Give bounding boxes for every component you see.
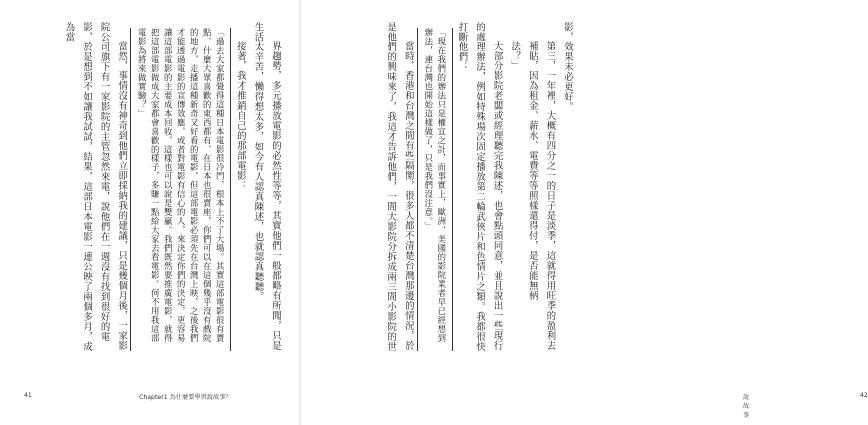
running-head: 說故事 xyxy=(743,394,750,419)
block-quote: 「現在我們的辦法只是權宜之計，而事實上，歐洲、美國的影院業者早已經想到辦法，連台灣也開始這樣做了，只是我們沒注意。」 xyxy=(417,28,453,351)
paragraph: 當然，事情沒有神奇到他們立即採納我的建議，只是幾個月後，一家影院公司旗下有一家影院的主管忽然來電，說他們在一週沒有找到很好的電影，於是想到不如讓我試試，結果，這部日本電影一連公映了兩個多月，成為當 xyxy=(63,22,128,352)
right-page xyxy=(300,0,868,425)
left-page xyxy=(0,0,300,425)
paragraph: 接著，我才推銷自己的那部電影： xyxy=(234,40,246,191)
paragraph: 第三，一年裡，大概有四分之一的日子是淡季，這就得用旺季的盈利去補貼，因為租金、薪水、電費等等照樣還得付，是否能無柄 xyxy=(526,40,556,351)
chapter-running-head: Chapter1 為什麼要學習說故事？ xyxy=(139,394,232,401)
right-page-body xyxy=(316,22,576,357)
paragraph: 界趨勢，多元播放電影的必然性等等，其實他們一般都略有所聞，只是生活太辛苦，懶得想太多，如今有人認真陳述，也就認真聽聽。 xyxy=(252,22,281,351)
paragraph: 當時，香港和台灣之間有些隔閡，很多人都不清楚台灣那邊的情況，於是他們的興味來了，我這才告訴他們，一間大影院分拆成兩三間小影院的世 xyxy=(385,22,414,352)
page-number: 41 xyxy=(24,392,32,399)
left-page-body xyxy=(22,22,284,357)
paragraph: 大部分影院老闆或經理聽完我陳述，也會點頭同意，並且說出一些現行的處理辦法，例如特殊場次固定播放第二輪武俠片和色情片之類。我都很快打斷他們： xyxy=(456,22,503,352)
paragraph: 法？」 xyxy=(509,40,521,71)
block-quote: 「過去大家都覺得這種日本電影很冷門，根本上不了大場。其實這部電影很有賣點，什麼大眾喜歡的東西都有，在日本也很賣座，你們可以在這個幾乎沒有戲院的地方，走播這種新奇又好看的電影，但這部電影必須先在台灣上映，之後我們才能透過電影的宣傳效應，或者對電影有信心的人，來決定你們的決定，更容易讓這部電影的主要成本回收，這樣也可以說是雙贏。我們既然要推廣電影，就得把這部電影做成大家都會喜歡的樣子，多賺一點給大家去看電影。何不用我這部電影為將來做實驗？」 xyxy=(130,28,231,351)
page-number: 42 xyxy=(860,392,868,399)
paragraph: 影，效果未必更好。 xyxy=(562,22,573,112)
